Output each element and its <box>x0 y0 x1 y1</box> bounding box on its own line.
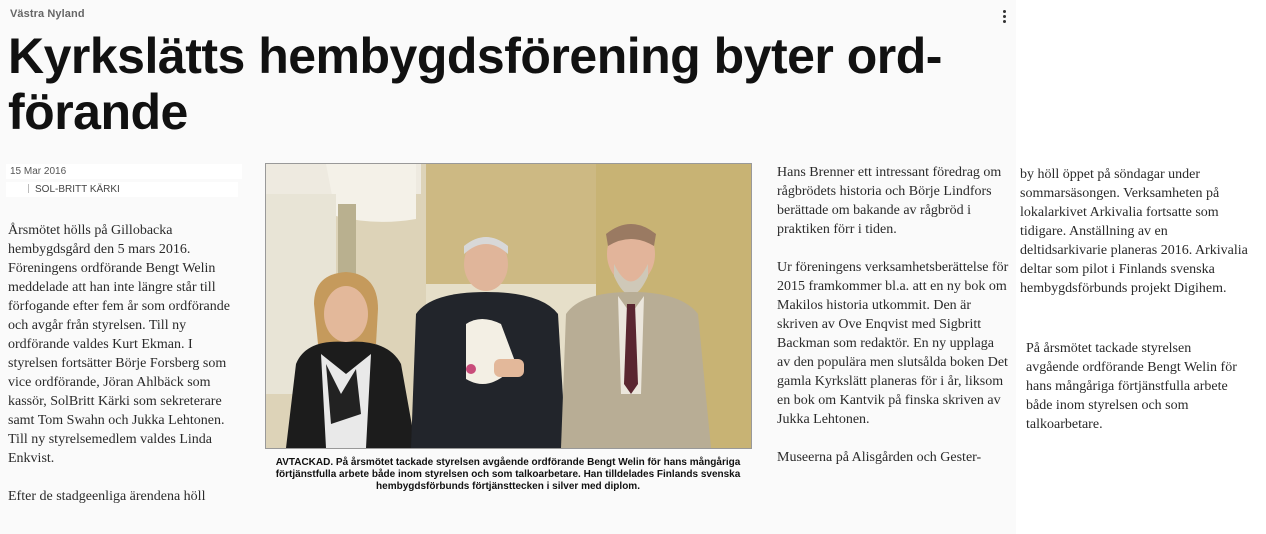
paragraph: Museerna på Alisgården och Gester- <box>777 450 982 465</box>
author-name: SOL-BRITT KÄRKI <box>35 184 120 195</box>
more-vertical-icon[interactable] <box>996 6 1012 26</box>
section-label[interactable]: Västra Nyland <box>10 8 85 20</box>
article-byline <box>6 182 238 197</box>
article-date: 15 Mar 2016 <box>6 164 242 179</box>
paragraph: Efter de stadgeenliga ärendena höll <box>8 489 206 504</box>
article-title: Kyrkslätts hembygdsförening byter ord-förande <box>8 28 942 140</box>
paragraph: På årsmötet tackade styrelsen avgående ordförande Bengt Welin för hans mångåriga förtjänstfulla arbete både inom styrelsen och som talkoarbetare. <box>1026 341 1237 432</box>
paragraph: Ur föreningens verksamhetsberättelse för 2015 framkommer bl.a. att en ny bok om Makilos historia utkommit. Den är skriven av Ove Enqvist med Sigbritt Backman som redaktör. En ny upplaga av den populära men slutsålda boken Det gamla Kyrkslätt planeras för i år, liksom en bok om Kantvik på finska skriven av Jukka Lehtonen. <box>777 260 1009 427</box>
article-column-4-continued <box>1016 331 1250 443</box>
article-photo <box>265 163 752 449</box>
article-column-1 <box>8 221 244 506</box>
photo-caption: AVTACKAD. På årsmötet tackade styrelsen avgående ordförande Bengt Welin för hans mångåriga förtjänstfulla arbete både inom styrelsen och som talkoarbetare. Han tilldelades Finlands svenska hembygdsförbunds förtjänsttecken i silver med diplom. <box>275 457 741 492</box>
article-column-3 <box>777 163 1009 467</box>
paragraph: Årsmötet hölls på Gillobacka hembygdsgård den 5 mars 2016. Föreningens ordförande Bengt Welin meddelade att han inte längre står till förfogande efter fem år som ordförande och avgår från styrelsen. Till ny ordförande valdes Kurt Ekman. I styrelsen fortsätter Börje Forsberg som vice ordförande, Jöran Ahlbäck som kassör, SolBritt Kärki som sekreterare samt Tom Swahn och Jukka Lehtonen. Till ny styrelsemedlem valdes Linda Enkvist. <box>8 223 230 466</box>
paragraph: Hans Brenner ett intressant föredrag om rågbrödets historia och Börje Lindfors berättade om bakande av rågbröd i praktiken förr i tiden. <box>777 165 1002 237</box>
article-column-4 <box>1020 165 1256 298</box>
byline-divider <box>28 184 29 193</box>
paragraph: by höll öppet på söndagar under sommarsäsongen. Verksamheten på lokalarkivet Arkivalia fortsatte som tidigare. Anställning av en deltidsarkivarie planeras 2016. Arkivalia deltar som pilot i Finlands svenska hembygdsförbunds projekt Digihem. <box>1020 165 1256 298</box>
